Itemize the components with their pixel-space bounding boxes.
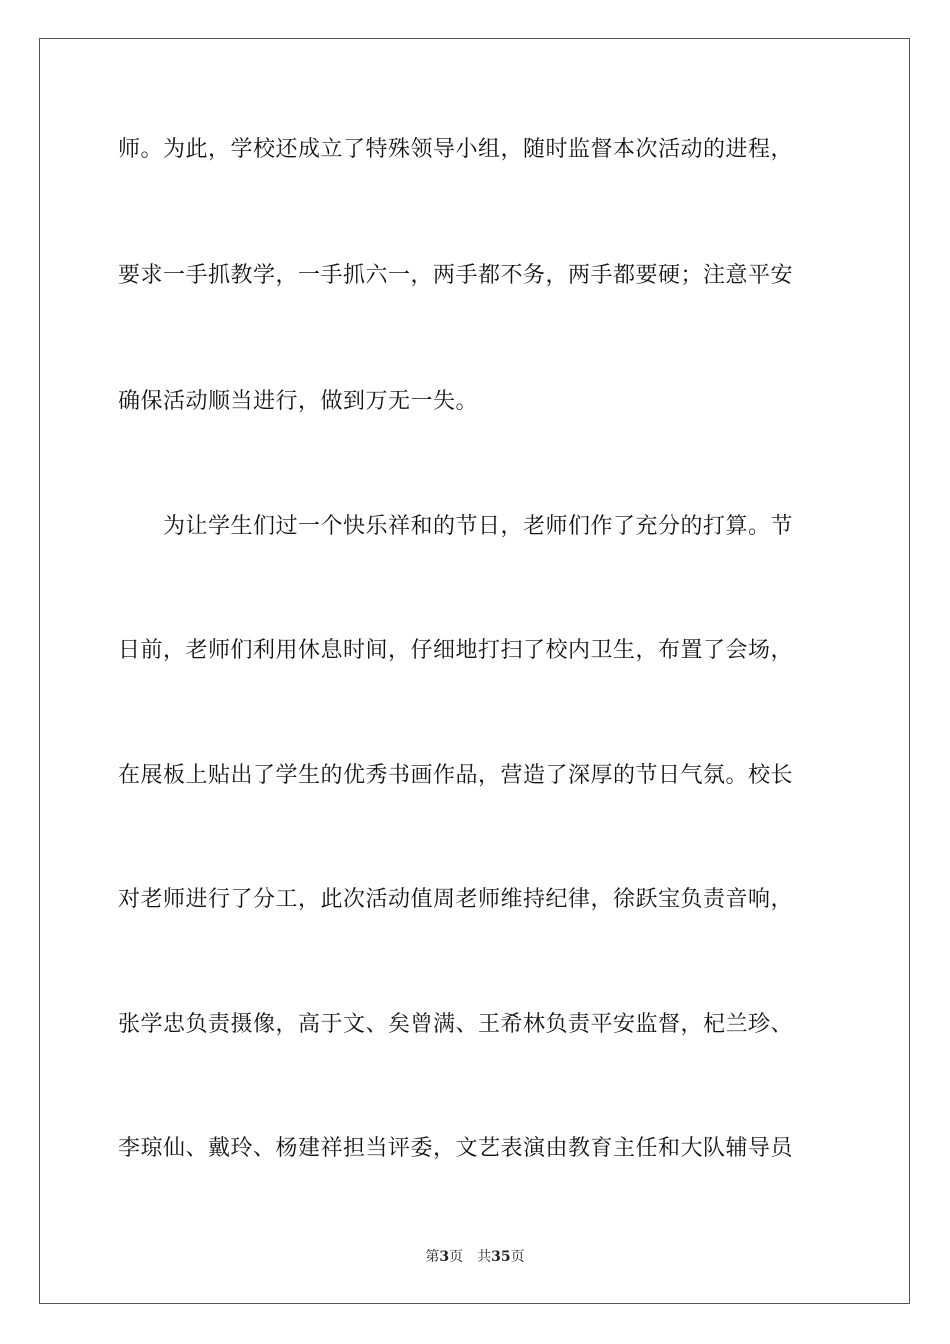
body-text-line-3: 确保活动顺当进行，做到万无一失。: [118, 389, 479, 414]
body-text-line-5: 日前，老师们利用休息时间，仔细地打扫了校内卫生，布置了会场，: [118, 638, 794, 663]
body-text-line-9: 李琼仙、戴玲、杨建祥担当评委，文艺表演由教育主任和大队辅导员: [118, 1136, 794, 1161]
page-suffix: 页: [449, 1249, 464, 1265]
body-text-line-7: 对老师进行了分工，此次活动值周老师维持纪律，徐跃宝负责音响，: [118, 887, 794, 912]
page-border: [39, 38, 910, 1304]
total-suffix: 页: [510, 1249, 525, 1265]
total-prefix: 共: [477, 1249, 492, 1265]
body-text-line-6: 在展板上贴出了学生的优秀书画作品，营造了深厚的节日气氛。校长: [118, 763, 794, 788]
page-number: 3: [439, 1249, 450, 1265]
total-pages: 35: [491, 1249, 511, 1265]
page-footer: [0, 1248, 950, 1266]
page-prefix: 第: [425, 1249, 440, 1265]
body-text-line-2: 要求一手抓教学，一手抓六一，两手都不务，两手都要硬；注意平安: [118, 263, 794, 288]
body-text-line-1: 师。为此，学校还成立了特殊领导小组，随时监督本次活动的进程，: [118, 137, 794, 162]
body-text-line-4: 为让学生们过一个快乐祥和的节日，老师们作了充分的打算。节: [118, 514, 794, 539]
body-text-line-8: 张学忠负责摄像，高于文、矣曾满、王希林负责平安监督，杞兰珍、: [118, 1012, 794, 1037]
